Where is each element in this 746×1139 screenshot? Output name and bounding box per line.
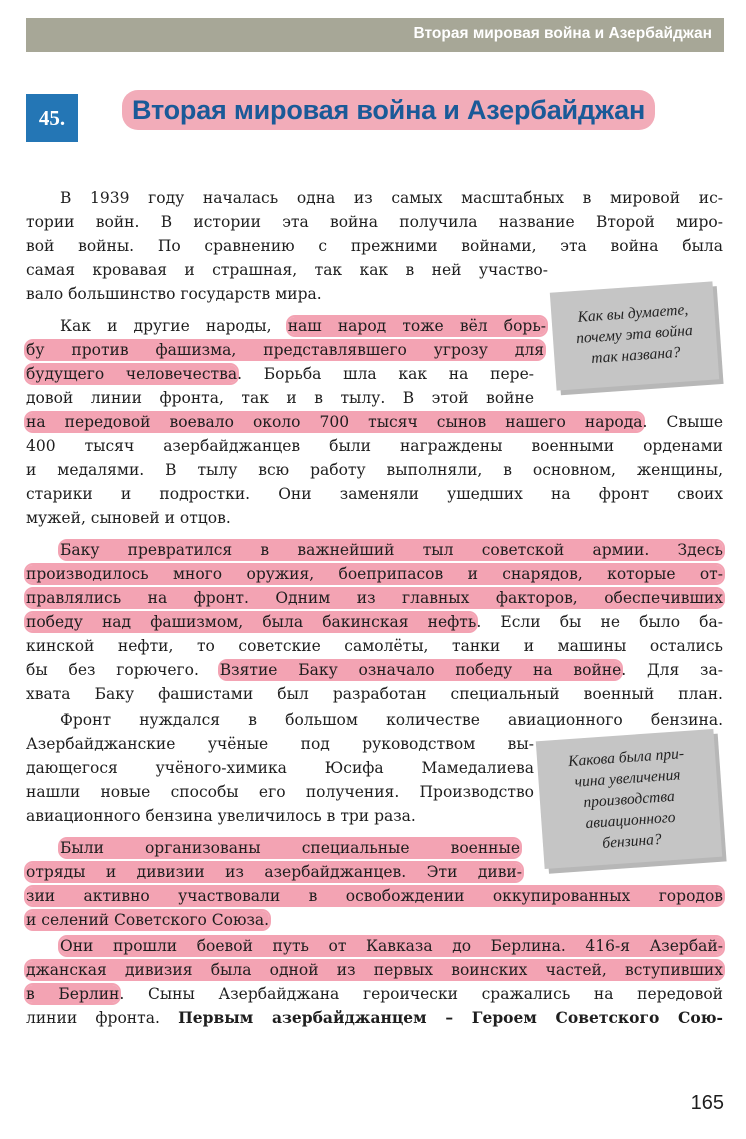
text-line: авиационного бензина увеличилось в три раза. xyxy=(26,807,416,825)
text-line: самая кровавая и страшная, так как в ней участво- xyxy=(26,261,548,279)
highlight: производилось много оружия, боеприпасов и снарядов, которые от- xyxy=(26,565,723,583)
text-line: в Берлин. Сыны Азербайджана героически сражались на передовой xyxy=(26,985,724,1003)
text-line: Азербайджанские учёные под руководством вы- xyxy=(26,735,534,753)
text-line xyxy=(60,538,723,562)
text-line: на передовой воевало около 700 тысяч сынов нашего народа. Свыше xyxy=(26,413,723,431)
page-number: 165 xyxy=(690,1092,724,1114)
text-line: линии фронта. Первым азербайджанцем – Героем Советского Сою- xyxy=(26,1008,723,1027)
highlight: на передовой воевало около 700 тысяч сынов нашего народа xyxy=(26,413,643,431)
text-line xyxy=(26,884,723,908)
highlight: в Берлин xyxy=(26,985,120,1003)
text-line: хвата Баку фашистами был разработан специальный военный план. xyxy=(26,685,723,703)
text-line: победу над фашизмом, была бакинская нефть. Если бы не было ба- xyxy=(26,613,723,631)
text-line: Как и другие народы, наш народ тоже вёл борь- xyxy=(60,317,546,335)
text-line: Фронт нуждался в большом количестве авиационного бензина. xyxy=(60,711,723,729)
question-box: Какова была при- чина увеличения производства авиационного бензина? xyxy=(536,729,722,869)
text-line xyxy=(26,908,269,932)
highlight: бу против фашизма, представлявшего угрозу для xyxy=(26,341,544,359)
highlight: зии активно участвовали в освобождении оккупированных городов xyxy=(26,887,723,905)
highlight: победу над фашизмом, была бакинская нефть xyxy=(26,613,477,631)
highlight: Были организованы специальные военные xyxy=(60,839,520,857)
highlight: Взятие Баку означало победу на войне xyxy=(219,661,622,679)
highlight: джанская дивизия была одной из первых воинских частей, вступивших xyxy=(26,961,723,979)
text-line: мужей, сыновей и отцов. xyxy=(26,509,231,527)
text-line: 400 тысяч азербайджанцев были награждены военными орденами xyxy=(26,437,723,455)
text-line xyxy=(26,958,723,982)
highlight: правлялись на фронт. Одним из главных факторов, обеспечивших xyxy=(26,589,723,607)
lesson-title-highlight xyxy=(122,90,655,130)
text-line: нашли новые способы его получения. Производство xyxy=(26,783,534,801)
text-line xyxy=(26,338,544,362)
highlight: наш народ тоже вёл борь- xyxy=(287,317,546,335)
lesson-title: Вторая мировая война и Азербайджан xyxy=(132,95,646,125)
text-line xyxy=(26,586,723,610)
text-line: бы без горючего. Взятие Баку означало победу на войне. Для за- xyxy=(26,661,723,679)
text-line xyxy=(60,836,520,860)
text-line: будущего человечества. Борьба шла как на пере- xyxy=(26,365,534,383)
header-bar xyxy=(26,18,724,52)
text-line: дающегося учёного-химика Юсифа Мамедалиева xyxy=(26,759,534,777)
header-title: Вторая мировая война и Азербайджан xyxy=(413,25,712,42)
text-line: старики и подростки. Они заменяли ушедших на фронт своих xyxy=(26,485,723,503)
text-line: вой войны. По сравнению с прежними войнами, эта война была xyxy=(26,237,723,255)
text-line: довой линии фронта, так и в тылу. В этой войне xyxy=(26,389,534,407)
lesson-number: 45. xyxy=(26,94,78,142)
highlight: отряды и дивизии из азербайджанцев. Эти диви- xyxy=(26,863,522,881)
text-line: В 1939 году началась одна из самых масштабных в мировой ис- xyxy=(60,189,723,207)
text-line: и медалями. В тылу всю работу выполняли, в основном, женщины, xyxy=(26,461,723,479)
highlight: и селений Советского Союза. xyxy=(26,911,270,929)
text-line: вало большинство государств мира. xyxy=(26,285,322,303)
text-line: кинской нефти, то советские самолёты, танки и машины остались xyxy=(26,637,723,655)
text-line xyxy=(26,860,522,884)
text-line xyxy=(60,934,723,958)
text-line: тории войн. В истории эта война получила название Второй миро- xyxy=(26,213,723,231)
highlight: Баку превратился в важнейший тыл советской армии. Здесь xyxy=(60,541,723,559)
highlight: Они прошли боевой путь от Кавказа до Берлина. 416-я Азербай- xyxy=(60,937,723,955)
question-box: Как вы думаете, почему эта война так названа? xyxy=(550,281,719,390)
highlight: будущего человечества xyxy=(26,365,238,383)
text-line xyxy=(26,562,723,586)
